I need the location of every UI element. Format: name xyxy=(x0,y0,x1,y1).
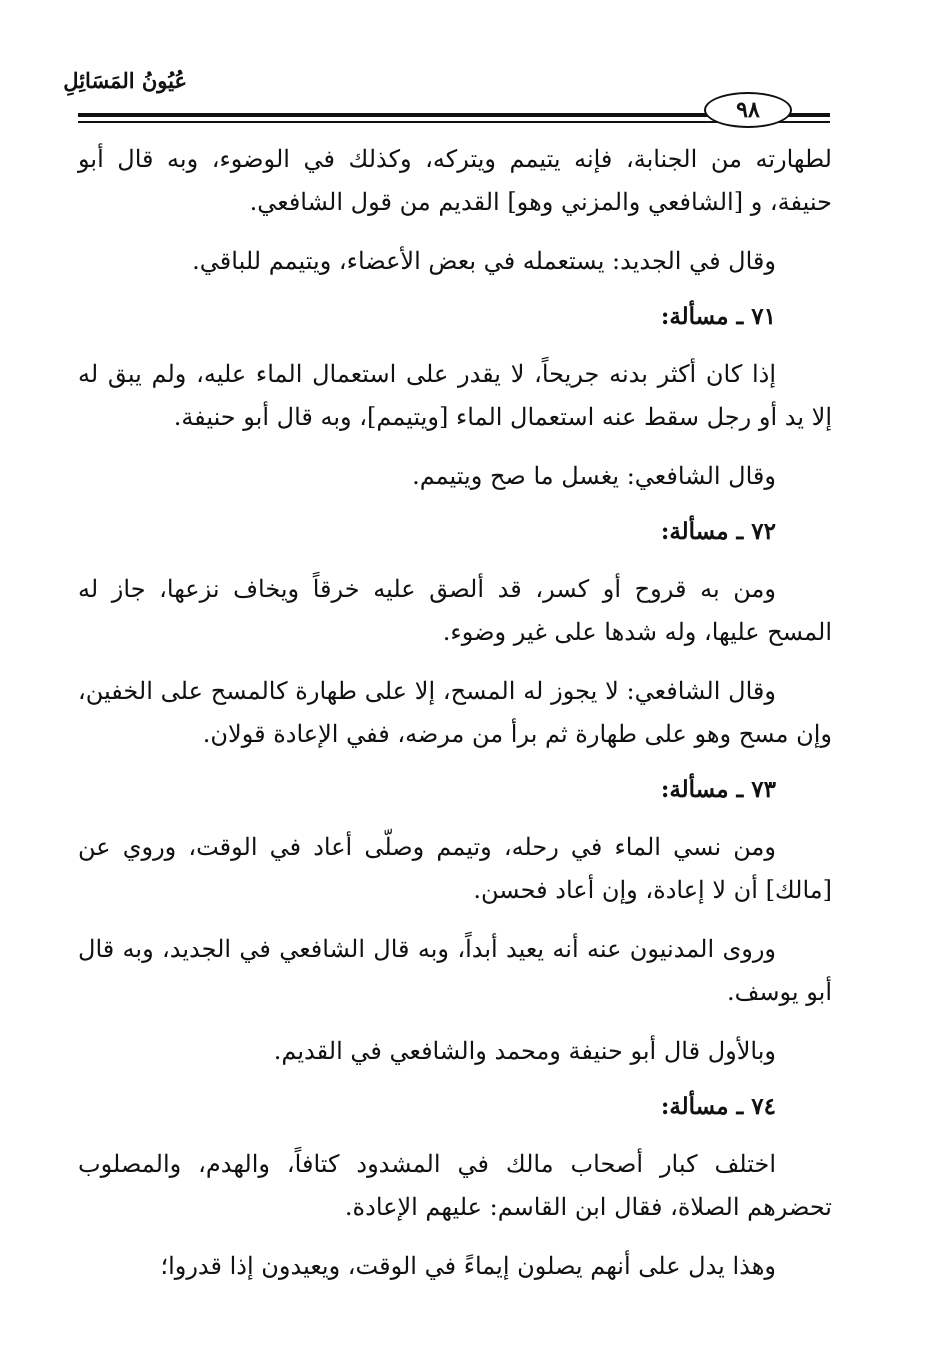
header-rule-right-thin xyxy=(790,121,830,123)
paragraph: وهذا يدل على أنهم يصلون إيماءً في الوقت، ويعيدون إذا قدروا؛ xyxy=(160,1252,776,1280)
paragraph: وبالأول قال أبو حنيفة ومحمد والشافعي في القديم. xyxy=(273,1037,776,1065)
paragraph: وقال الشافعي: يغسل ما صح ويتيمم. xyxy=(412,462,776,490)
paragraph: إذا كان أكثر بدنه جريحاً، لا يقدر على استعمال الماء عليه، ولم يبق له إلا يد أو رجل سقط عنه استعمال الماء [ويتيمم]، وبه قال أبو حنيفة. xyxy=(78,360,832,431)
issue-heading: ٧١ ـ مسألة: xyxy=(660,303,776,330)
body-text xyxy=(78,138,832,1304)
paragraph: لطهارته من الجنابة، فإنه يتيمم ويتركه، وكذلك في الوضوء، وبه قال أبو حنيفة، و [الشافعي والمزني وهو] القديم من قول الشافعي. xyxy=(78,145,832,216)
running-title: عُيُونُ المَسَائِلِ xyxy=(63,68,187,93)
page-number: ٩٨ xyxy=(736,97,760,123)
header-rule-thin xyxy=(78,121,790,123)
header-rule-thick xyxy=(78,113,790,117)
paragraph: ومن به قروح أو كسر، قد ألصق عليه خرقاً ويخاف نزعها، جاز له المسح عليها، وله شدها على غير وضوء. xyxy=(78,575,832,646)
paragraph: وقال الشافعي: لا يجوز له المسح، إلا على طهارة كالمسح على الخفين، وإن مسح وهو على طهارة ثم برأ من مرضه، ففي الإعادة قولان. xyxy=(78,677,832,748)
paragraph: وروى المدنيون عنه أنه يعيد أبداً، وبه قال الشافعي في الجديد، وبه قال أبو يوسف. xyxy=(78,935,832,1006)
paragraph: اختلف كبار أصحاب مالك في المشدود كتافاً، والهدم، والمصلوب تحضرهم الصلاة، فقال ابن القاسم: عليهم الإعادة. xyxy=(78,1150,832,1221)
header-rule-right xyxy=(790,113,830,117)
issue-heading: ٧٢ ـ مسألة: xyxy=(660,518,776,545)
paragraph: ومن نسي الماء في رحله، وتيمم وصلّى أعاد في الوقت، وروي عن [مالك] أن لا إعادة، وإن أعاد فحسن. xyxy=(78,833,832,904)
paragraph: وقال في الجديد: يستعمله في بعض الأعضاء، ويتيمم للباقي. xyxy=(192,247,776,275)
issue-heading: ٧٣ ـ مسألة: xyxy=(660,776,776,803)
issue-heading: ٧٤ ـ مسألة: xyxy=(660,1093,776,1120)
page-number-badge xyxy=(704,92,792,128)
